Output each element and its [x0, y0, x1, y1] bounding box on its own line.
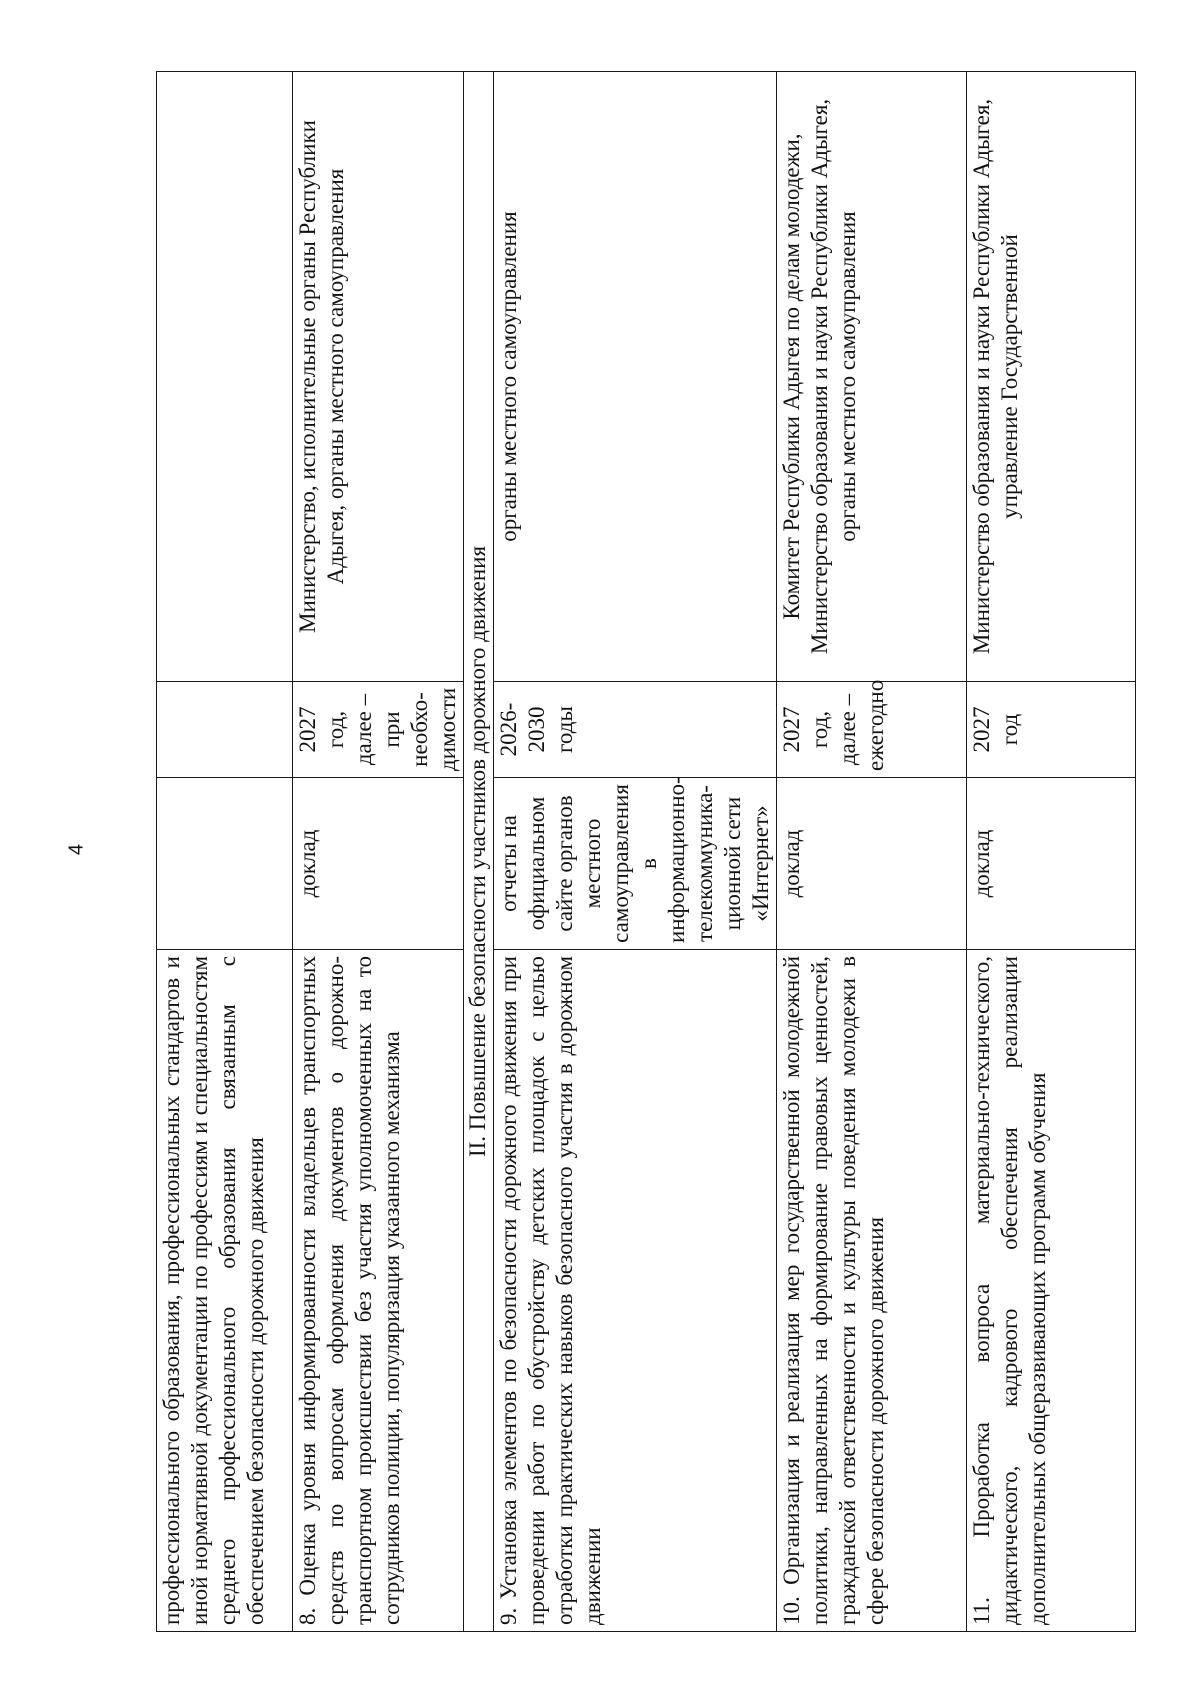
table-row — [157, 72, 293, 1632]
section-heading: II. Повышение безопасности участников дорожного движения — [464, 72, 494, 1632]
measure-description: 8. Оценка уровня информированности владельцев транспортных средств по вопросам оформления документов о дорожно-транспортном происшествии без участия уполномоченных на то сотрудников полиции, популяризация указанного механизма — [293, 950, 464, 1632]
table-row — [293, 72, 464, 1632]
responsible: Комитет Республики Адыгея по делам молодежи, Министерство образования и науки Республики Адыгея, органы местного самоуправления — [777, 72, 967, 682]
measure-description: 9. Установка элементов по безопасности дорожного движения при проведении работ по обустройству детских площадок с целью отработки практических навыков безопасного участия в дорожном движении — [494, 950, 777, 1632]
responsible: органы местного самоуправления — [494, 72, 777, 682]
section-row — [464, 72, 494, 1632]
report-form: доклад — [293, 778, 464, 950]
measure-description: профессионального образования, профессиональных стандартов и иной нормативной документации по профессиям и специальностям среднего профессионального образования связанным с обеспечением безопасности дорожного движения — [157, 950, 293, 1632]
table-row — [777, 72, 967, 1632]
responsible: Министерство образования и науки Республики Адыгея, управление Государственной — [967, 72, 1136, 682]
measures-table — [156, 71, 1136, 1632]
report-form: доклад — [777, 778, 967, 950]
deadline: 2027 год, далее – ежегодно — [777, 682, 967, 778]
deadline: 2027 год, далее – при необхо-димости — [293, 682, 464, 778]
deadline — [157, 682, 293, 778]
measure-description: 11. Проработка вопроса материально-технического, дидактического, кадрового обеспечения реализации дополнительных общеразвивающих программ обучения — [967, 950, 1136, 1632]
page-number: 4 — [65, 843, 88, 856]
report-form: отчеты на официальном сайте органов местного самоуправления в информационно-телекоммуника-ционной сети «Интернет» — [494, 778, 777, 950]
deadline: 2026-2030 годы — [494, 682, 777, 778]
deadline: 2027 год — [967, 682, 1136, 778]
responsible: Министерство, исполнительные органы Республики Адыгея, органы местного самоуправления — [293, 72, 464, 682]
report-form — [157, 778, 293, 950]
rotated-table-sheet — [156, 72, 1086, 1632]
report-form: доклад — [967, 778, 1136, 950]
measure-description: 10. Организация и реализация мер государственной молодежной политики, направленных на формирование правовых ценностей, гражданской ответственности и культуры поведения молодежи в сфере безопасности дорожного движения — [777, 950, 967, 1632]
responsible — [157, 72, 293, 682]
table-row — [494, 72, 777, 1632]
table-row — [967, 72, 1136, 1632]
